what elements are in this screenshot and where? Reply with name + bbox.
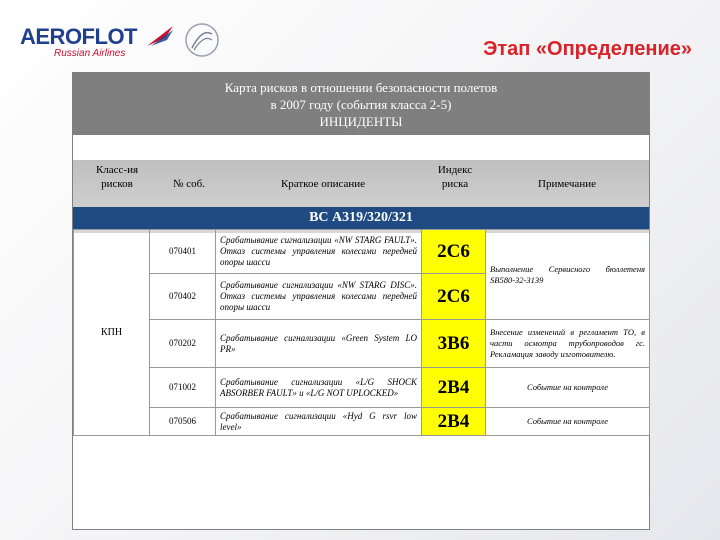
table-title-line-3: ИНЦИДЕНТЫ [319,113,403,129]
event-note: Событие на контроле [486,368,650,408]
column-header-index: Индекс риска [437,164,473,190]
event-number: 070401 [150,230,216,274]
skyteam-logo-icon [182,20,222,60]
event-description: Срабатывание сигнализации «L/G SHOCK ABSORBER FAULT» и «L/G NOT UPLOCKED» [216,368,422,408]
event-number: 070402 [150,274,216,320]
event-description: Срабатывание сигнализации «NW STARG DISC». Отказ системы управления колесами передней опоры шасси [216,274,422,320]
event-description: Срабатывание сигнализации «NW STARG FAULT». Отказ системы управления колесами передней опоры шасси [216,230,422,274]
table-title-line-1: Карта рисков в отношении безопасности полетов [224,79,498,95]
incident-rows [73,229,650,436]
aeroflot-logo [20,24,180,64]
table-title-line-2: в 2007 году (события класса 2-5) [270,96,452,112]
event-description: Срабатывание сигнализации «Hyd G rsvr low level» [216,408,422,436]
slide-title: Этап «Определение» [483,38,692,60]
aircraft-group: ВС А319/320/321 [73,207,649,229]
column-header-class: Класс-ия рисков [95,164,139,190]
column-header-note: Примечание [538,178,596,190]
event-note: Выполнение Сервисного бюллетеня SB580-32-3139 [486,230,650,320]
table-row [74,320,650,368]
risk-index: 2С6 [422,274,486,320]
event-note: Внесение изменений в регламент ТО, в части осмотра трубопроводов гс. Рекламация заводу изготовителю. [486,320,650,368]
risk-index: 2С6 [422,230,486,274]
risk-class-cell: КПН [74,230,150,436]
table-title [73,73,649,135]
logo-wordmark: AEROFLOT [20,24,137,49]
logo-subtext: Russian Airlines [54,48,126,59]
risk-table [72,72,650,530]
table-row [74,368,650,408]
event-number: 070506 [150,408,216,436]
risk-index: 2В4 [422,408,486,436]
column-header-description: Краткое описание [280,178,366,190]
risk-index: 2В4 [422,368,486,408]
column-header-number: № соб. [173,178,205,190]
event-number: 071002 [150,368,216,408]
event-description: Срабатывание сигнализации «Green System LO PR» [216,320,422,368]
risk-index: 3В6 [422,320,486,368]
table-row [74,230,650,274]
wing-icon [145,24,175,48]
event-note: Событие на контроле [486,408,650,436]
event-number: 070202 [150,320,216,368]
table-row [74,408,650,436]
